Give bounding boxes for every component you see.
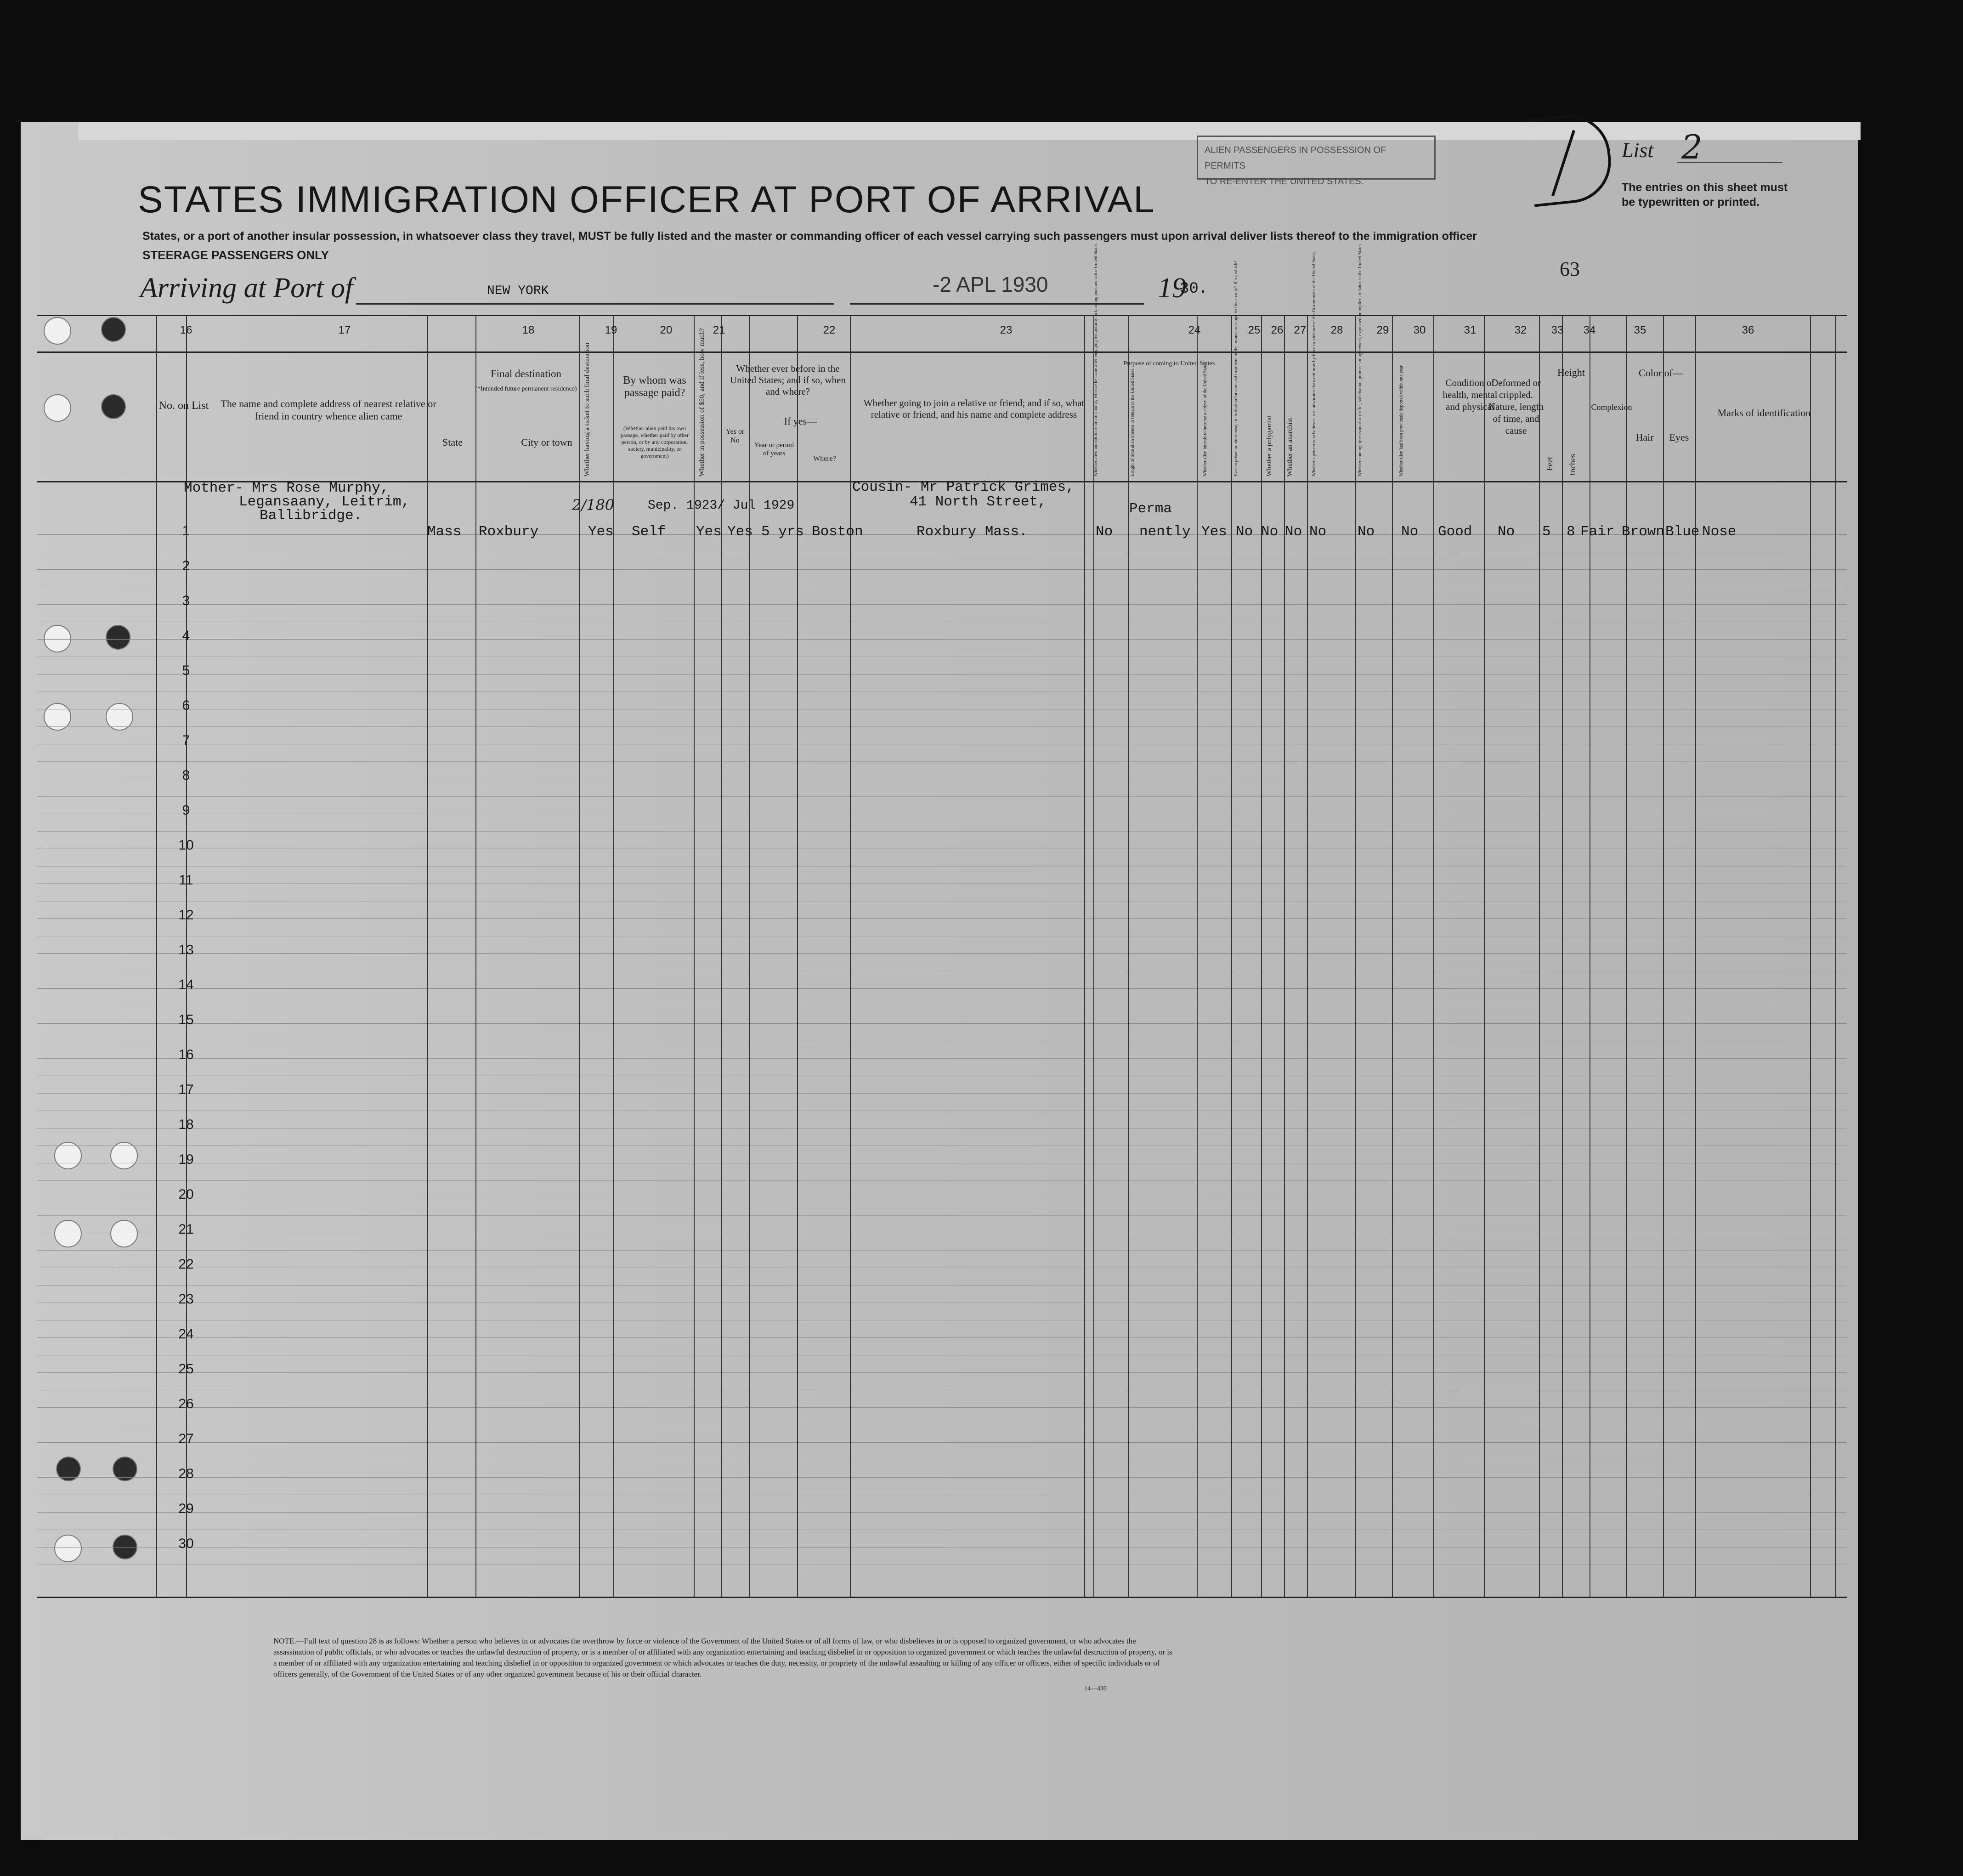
row-rule	[37, 569, 1847, 570]
row-rule	[37, 1285, 1847, 1286]
arriving-label: Arriving at Port of	[140, 272, 353, 304]
hdr-if-yes: If yes—	[784, 415, 817, 427]
column-rule	[1093, 315, 1094, 1597]
entry-handwritten-mark: 2/180	[572, 496, 615, 514]
row-number: 10	[178, 838, 194, 853]
entry-before: Yes	[727, 524, 753, 540]
row-number: 16	[178, 1047, 194, 1062]
port-value: NEW YORK	[487, 284, 549, 298]
colnum-26: 26	[1271, 324, 1284, 336]
row-number: 6	[182, 698, 190, 713]
column-rule	[1626, 315, 1627, 1597]
row-number: 21	[178, 1222, 194, 1237]
entry-years: 5 yrs	[761, 524, 804, 540]
colnum-36: 36	[1742, 324, 1754, 336]
hdr-return-intent: Whether alien intends to return to country whence he came after engaging temporarily in laboring pursuits in the United States	[1093, 244, 1098, 476]
page-subtitle: States, or a port of another insular possession, in whatsoever class they travel, MUST be fully listed and the master or commanding officer of each vessel carrying such passengers must upon arrival deliver lists thereof to the immigration officer	[142, 230, 1477, 243]
hdr-no-on-list: No. on List	[158, 400, 209, 412]
entry-length-line2: nently	[1139, 524, 1191, 540]
hdr-fifty-dollars: Whether in possession of $50, and if less, how much?	[698, 328, 706, 476]
hdr-inches: Inches	[1568, 454, 1577, 476]
row-rule	[37, 1372, 1847, 1373]
hdr-deported: Whether alien had been previously deported within one year	[1399, 365, 1404, 476]
hdr-passage-paid: By whom was passage paid?	[623, 374, 686, 399]
row-rule	[37, 639, 1847, 640]
hdr-final-destination: Final destination	[491, 368, 561, 380]
row-rule	[37, 1320, 1847, 1321]
row-number: 4	[182, 628, 190, 643]
row-number: 12	[178, 907, 194, 923]
entry-join-line3: Roxbury Mass.	[916, 524, 1028, 540]
colnum-34: 34	[1583, 324, 1596, 336]
colnum-29: 29	[1376, 324, 1389, 336]
entry-overthrow: No	[1309, 524, 1327, 540]
hdr-year-period: Year or period of years	[754, 442, 794, 457]
column-rule	[156, 315, 157, 1597]
date-line	[850, 303, 1144, 305]
entry-join-line1: Cousin- Mr Patrick Grimes,	[852, 479, 1075, 495]
colnum-32: 32	[1514, 324, 1527, 336]
entry-inches: 8	[1567, 524, 1575, 540]
entry-state: Mass	[427, 524, 462, 540]
list-number: 2	[1681, 128, 1703, 166]
row-rule	[37, 1093, 1847, 1094]
entry-relative-line2: Legansaany, Leitrim,	[239, 494, 410, 510]
row-rule	[37, 1058, 1847, 1059]
hdr-final-destination-note: (*Intended future permanent residence)	[475, 385, 577, 392]
row-rule	[37, 1145, 1847, 1146]
row-rule	[37, 1180, 1847, 1181]
column-rule	[475, 315, 476, 1597]
row-number: 3	[182, 593, 190, 608]
row-rule	[37, 831, 1847, 832]
date-stamp: -2 APL 1930	[933, 272, 1048, 296]
list-label: List	[1622, 138, 1654, 162]
permit-stamp	[1197, 136, 1436, 187]
row-rule	[37, 988, 1847, 989]
hdr-hair: Hair	[1635, 431, 1654, 443]
hdr-nearest-relative: The name and complete address of nearest relative or friend in country whence alien came	[221, 398, 436, 422]
hdr-ticket: Whether having a ticket to such final destination	[583, 342, 591, 476]
colnum-16: 16	[180, 324, 192, 336]
entry-paid-by: Self	[632, 524, 666, 540]
colnum-33: 33	[1551, 324, 1564, 336]
row-number: 2	[182, 558, 190, 573]
row-number: 20	[178, 1187, 194, 1202]
column-rule	[1355, 315, 1356, 1597]
column-rule	[1307, 315, 1308, 1597]
entry-relative-line1: Mother- Mrs Rose Murphy,	[184, 480, 389, 496]
colnum-28: 28	[1330, 324, 1343, 336]
row-number: 29	[178, 1501, 194, 1516]
row-rule	[37, 726, 1847, 727]
row-rule	[37, 866, 1847, 867]
page-title: STATES IMMIGRATION OFFICER AT PORT OF ARRIVAL	[138, 179, 1155, 221]
entry-eyes: Blue	[1665, 524, 1700, 540]
row-number: 8	[182, 768, 190, 783]
column-rule	[1392, 315, 1393, 1597]
list-underline	[1677, 162, 1782, 163]
entries-note	[1622, 180, 1788, 210]
entry-polygamist: No	[1261, 524, 1278, 540]
column-rule	[1810, 315, 1811, 1597]
column-rule	[1484, 315, 1485, 1597]
entry-fifty: Yes	[696, 524, 722, 540]
entry-ticket: Yes	[588, 524, 614, 540]
row-rule	[37, 1512, 1847, 1513]
row-rule	[37, 1407, 1847, 1408]
hdr-polygamist: Whether a polygamist	[1266, 415, 1273, 476]
row-number: 17	[178, 1082, 194, 1097]
column-rule	[1261, 315, 1262, 1597]
hdr-going-to-join: Whether going to join a relative or friend; and if so, what relative or friend, and his name and complete address	[863, 397, 1085, 420]
row-rule	[37, 1442, 1847, 1443]
column-rule	[1284, 315, 1285, 1597]
stamp-line-2: TO RE-ENTER THE UNITED STATES.	[1205, 176, 1364, 187]
hdr-labor-offer: Whether coming by reason of any offer, solicitation, promise, or agreement, expressed or implied, to labor in the United States	[1358, 244, 1363, 476]
row-rule	[37, 691, 1847, 692]
colnum-20: 20	[660, 324, 673, 336]
entry-citizen: Yes	[1201, 524, 1227, 540]
hdr-eyes: Eyes	[1669, 431, 1689, 443]
entry-hair: Brown	[1622, 524, 1665, 540]
row-number: 11	[179, 873, 193, 888]
row-number: 22	[178, 1257, 194, 1272]
column-rule	[1695, 315, 1696, 1597]
column-rule	[1663, 315, 1664, 1597]
row-number: 25	[178, 1361, 194, 1377]
row-number: 19	[178, 1152, 194, 1167]
row-number: 13	[178, 942, 194, 958]
row-number: 14	[178, 977, 194, 992]
column-rule	[1197, 315, 1198, 1597]
row-rule	[37, 1477, 1847, 1478]
row-number: 7	[182, 733, 190, 748]
column-rule	[850, 315, 851, 1597]
row-number: 9	[182, 803, 190, 818]
column-rule	[797, 315, 798, 1597]
hdr-color-of: Color of—	[1639, 367, 1683, 379]
entry-where: Boston	[812, 524, 863, 540]
hdr-feet: Feet	[1545, 457, 1554, 471]
hdr-health: Condition of health, mental and physical	[1443, 377, 1498, 412]
manifest-number: 63	[1560, 258, 1580, 280]
form-number: 14—430	[1084, 1685, 1107, 1692]
column-rule	[1231, 315, 1232, 1597]
hdr-yes-or-no: Yes or No	[725, 428, 745, 444]
hdr-complexion: Complexion	[1591, 402, 1632, 412]
port-line	[356, 303, 834, 305]
colnum-19: 19	[605, 324, 617, 336]
row-number: 1	[182, 523, 190, 538]
hdr-length-of-stay: Length of time alien intends to remain in the United States	[1130, 368, 1135, 476]
stamp-line-1: ALIEN PASSENGERS IN POSSESSION OF PERMITS	[1205, 145, 1386, 171]
entries-note-line-2: be typewritten or printed.	[1622, 196, 1760, 209]
hdr-deformed: Deformed or crippled. Nature, length of time, and cause	[1488, 377, 1544, 436]
row-rule	[37, 918, 1847, 919]
column-rule	[1835, 315, 1836, 1597]
entry-deported: No	[1401, 524, 1419, 540]
entry-city: Roxbury	[479, 524, 539, 540]
entry-return: No	[1096, 524, 1113, 540]
row-number: 23	[178, 1292, 194, 1307]
row-number: 27	[178, 1431, 194, 1446]
table-top-rule	[37, 315, 1847, 316]
entry-health: Good	[1438, 524, 1472, 540]
entry-offer: No	[1358, 524, 1375, 540]
column-rule	[1539, 315, 1540, 1597]
column-rule	[1128, 315, 1129, 1597]
colnum-31: 31	[1464, 324, 1476, 336]
colnum-30: 30	[1413, 324, 1426, 336]
row-number: 18	[178, 1117, 194, 1132]
row-rule	[37, 761, 1847, 762]
footer-note: NOTE.—Full text of question 28 is as follows: Whether a person who believes in or advocates the overthrow by force or violence of the Government of the United States or of all forms of law, or who disbelieves in or is opposed to organized government, or who advocates the assassination of public officials, or who advocates or teaches the unlawful destruction of property, or is a member of or affiliated with any organization entertaining and teaching disbelief in or opposition to organized government or which teaches the unlawful destruction of property, or is a member of or affiliated with any organization entertaining and teaching disbelief in or opposition to organized government or which advocates or teaches the duty, necessity, or propriety of the unlawful assaulting or killing of any officer or officers, either of specific individuals or of officers generally, of the Government of the United States or of any other organized government because of his or their official character.	[273, 1637, 1172, 1678]
colnum-23: 23	[1000, 324, 1013, 336]
colnum-21: 21	[713, 324, 725, 336]
hdr-where: Where?	[813, 455, 836, 463]
hdr-state: State	[442, 436, 463, 448]
row-number: 5	[182, 663, 190, 678]
row-number: 28	[178, 1466, 194, 1481]
colnum-24: 24	[1188, 324, 1201, 336]
hdr-ever-before: Whether ever before in the United States; and if so, when and where?	[730, 363, 846, 397]
colnum-25: 25	[1248, 324, 1261, 336]
hdr-marks: Marks of identification	[1717, 407, 1811, 419]
row-rule	[37, 604, 1847, 605]
row-rule	[37, 1215, 1847, 1216]
colnum-22: 22	[823, 324, 836, 336]
table-bottom-rule	[37, 1597, 1847, 1598]
hdr-purpose: Purpose of coming to United States	[1123, 360, 1215, 367]
hdr-overthrow: Whether a person who believes in or advocates the overthrow by force or violence of the Government of the United States	[1312, 251, 1317, 476]
row-rule	[37, 1250, 1847, 1251]
entry-length-line1: Perma	[1129, 501, 1172, 517]
year-prefix: 19	[1158, 272, 1186, 304]
entry-paid-date: Sep. 1923/ Jul 1929	[648, 499, 795, 513]
row-number: 26	[178, 1396, 194, 1411]
colnum-17: 17	[338, 324, 351, 336]
hdr-height: Height	[1557, 367, 1585, 378]
hdr-city: City or town	[521, 436, 572, 448]
colnum-rule	[37, 351, 1847, 353]
row-rule	[37, 1023, 1847, 1024]
row-number: 15	[178, 1012, 194, 1027]
row-number: 24	[178, 1326, 194, 1342]
entry-feet: 5	[1542, 524, 1551, 540]
row-rule	[37, 953, 1847, 954]
colnum-27: 27	[1294, 324, 1307, 336]
column-rule	[1433, 315, 1434, 1597]
year-suffix: 30.	[1180, 280, 1208, 298]
column-rule	[1562, 315, 1563, 1597]
hdr-citizen-intent: Whether alien intends to become a citizen of the United States	[1203, 362, 1208, 476]
colnum-35: 35	[1634, 324, 1646, 336]
row-rule	[37, 1564, 1847, 1565]
entries-note-line-1: The entries on this sheet must	[1622, 181, 1788, 194]
entry-join-line2: 41 North Street,	[910, 494, 1047, 510]
hdr-anarchist: Whether an anarchist	[1286, 418, 1294, 476]
entry-complexion: Fair	[1580, 524, 1615, 540]
colnum-18: 18	[522, 324, 535, 336]
entry-deformed: No	[1498, 524, 1515, 540]
passenger-class: STEERAGE PASSENGERS ONLY	[142, 248, 329, 262]
column-rule	[427, 315, 428, 1597]
hdr-passage-paid-note: (Whether alien paid his own passage, whether paid by other person, or by any corporation, society, municipality, or government)	[620, 425, 689, 459]
row-rule	[37, 796, 1847, 797]
entry-prison: No	[1236, 524, 1253, 540]
hdr-prison: Ever in prison or almshouse, or institution for care and treatment of the insane, or supported by charity? If so, which?	[1233, 261, 1239, 476]
column-rule	[1084, 315, 1085, 1597]
entry-relative-line3: Ballibridge.	[260, 508, 362, 524]
entry-anarchist: No	[1285, 524, 1302, 540]
entry-marks: Nose	[1702, 524, 1737, 540]
row-number: 30	[178, 1536, 194, 1551]
